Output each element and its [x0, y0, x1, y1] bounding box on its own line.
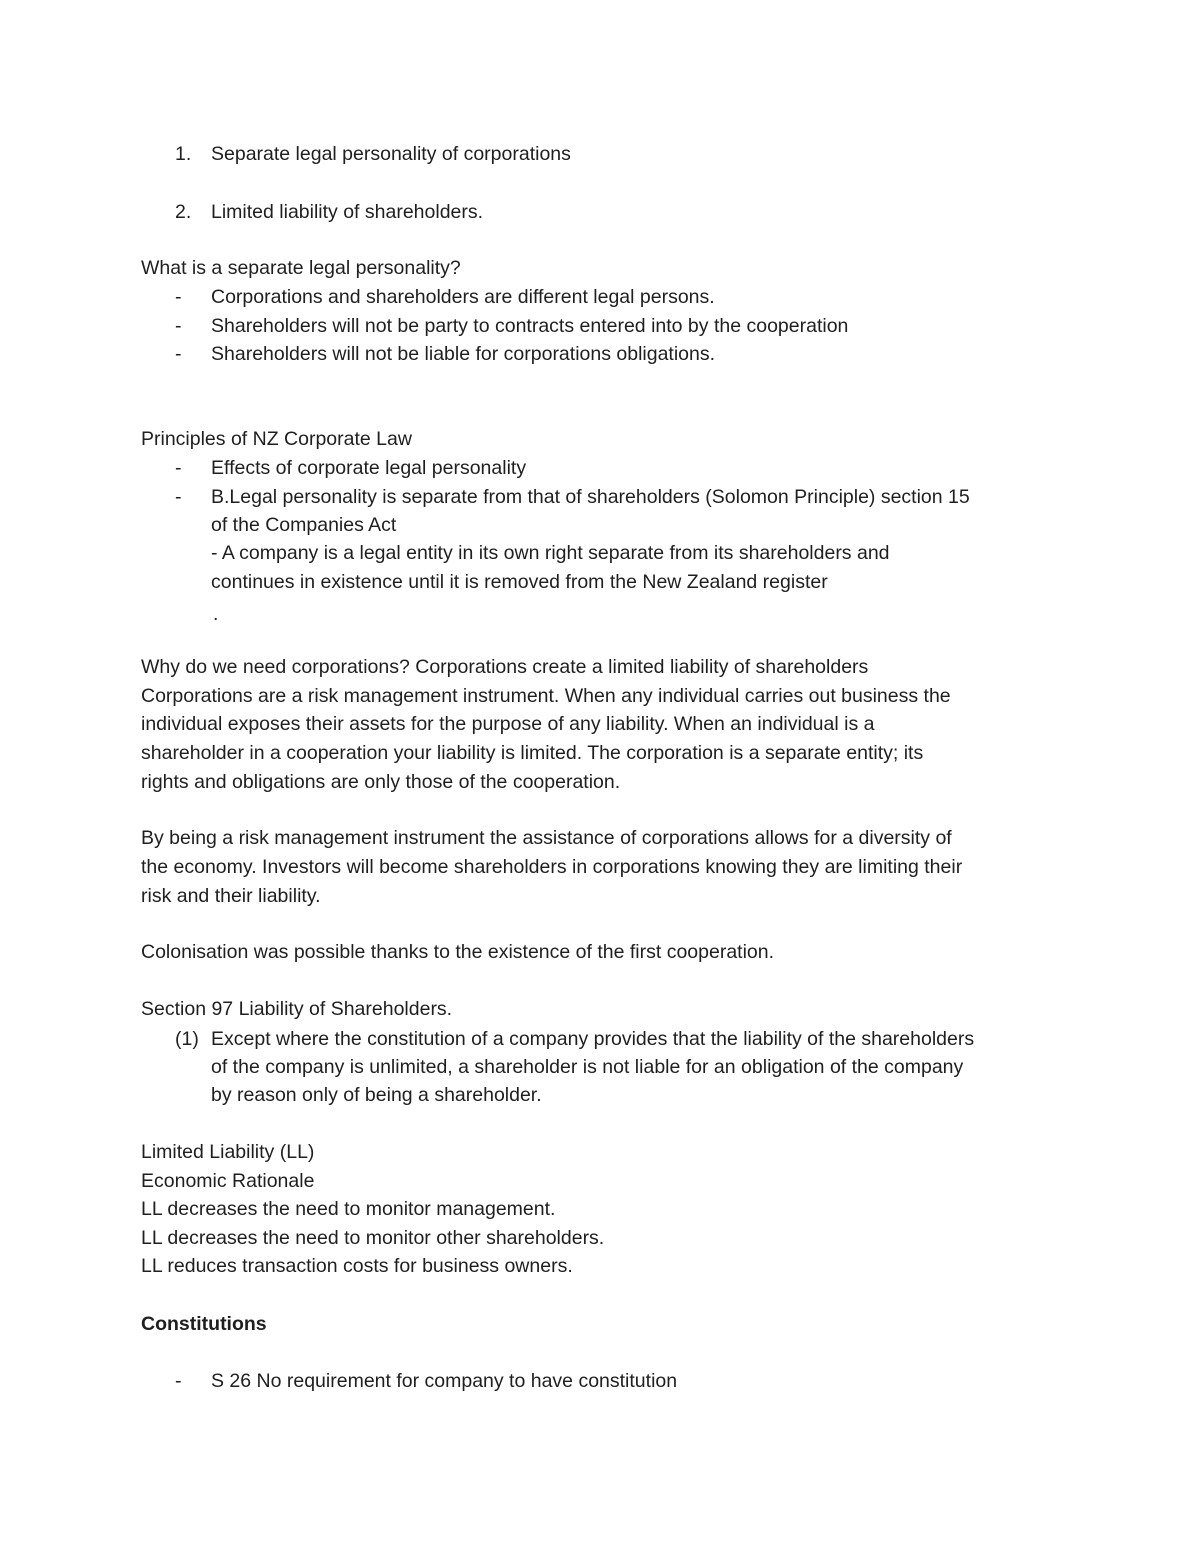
bullet-item-line: of the Companies Act: [211, 514, 397, 536]
bullet-dash: -: [175, 457, 182, 479]
paragraph-line: Corporations are a risk management instrument. When any individual carries out business the: [141, 685, 951, 707]
section-heading: Principles of NZ Corporate Law: [141, 428, 412, 450]
bullet-item-line: B.Legal personality is separate from that of shareholders (Solomon Principle) section 15: [211, 486, 970, 508]
list-item: Separate legal personality of corporations: [211, 143, 571, 165]
bullet-item: Shareholders will not be party to contracts entered into by the cooperation: [211, 315, 849, 337]
bullet-dash: -: [175, 286, 182, 308]
list-item: Limited liability of shareholders.: [211, 201, 484, 223]
list-number: 1.: [175, 143, 192, 165]
paragraph-line: LL decreases the need to monitor management.: [141, 1198, 556, 1220]
paragraph-line: rights and obligations are only those of the cooperation.: [141, 771, 621, 793]
paragraph-line: By being a risk management instrument the assistance of corporations allows for a diversity of: [141, 827, 952, 849]
subsection-line: by reason only of being a shareholder.: [211, 1084, 542, 1106]
paragraph-line: LL reduces transaction costs for business owners.: [141, 1255, 573, 1277]
bullet-dash: -: [175, 315, 182, 337]
subsection-number: (1): [175, 1028, 199, 1050]
bullet-item-line: - A company is a legal entity in its own right separate from its shareholders and: [211, 542, 890, 564]
bullet-item: S 26 No requirement for company to have constitution: [211, 1370, 678, 1392]
bullet-item-line: continues in existence until it is removed from the New Zealand register: [211, 571, 828, 593]
subsection-line: Except where the constitution of a company provides that the liability of the shareholders: [211, 1028, 975, 1050]
paragraph-line: Colonisation was possible thanks to the existence of the first cooperation.: [141, 941, 775, 963]
paragraph-line: Limited Liability (LL): [141, 1141, 315, 1163]
paragraph-line: the economy. Investors will become shareholders in corporations knowing they are limiting their: [141, 856, 963, 878]
paragraph-line: Why do we need corporations? Corporations create a limited liability of shareholders: [141, 656, 869, 678]
bullet-item-line: .: [213, 603, 219, 625]
section-heading: Section 97 Liability of Shareholders.: [141, 998, 453, 1020]
list-number: 2.: [175, 201, 192, 223]
paragraph-line: LL decreases the need to monitor other shareholders.: [141, 1227, 605, 1249]
bullet-dash: -: [175, 486, 182, 508]
bullet-item: Effects of corporate legal personality: [211, 457, 527, 479]
paragraph-line: Economic Rationale: [141, 1170, 315, 1192]
section-heading: What is a separate legal personality?: [141, 257, 461, 279]
section-heading-bold: Constitutions: [141, 1313, 267, 1335]
bullet-dash: -: [175, 343, 182, 365]
paragraph-line: risk and their liability.: [141, 885, 321, 907]
paragraph-line: individual exposes their assets for the purpose of any liability. When an individual is a: [141, 713, 875, 735]
paragraph-line: shareholder in a cooperation your liability is limited. The corporation is a separate entity; its: [141, 742, 924, 764]
bullet-item: Shareholders will not be liable for corporations obligations.: [211, 343, 716, 365]
bullet-dash: -: [175, 1370, 182, 1392]
subsection-line: of the company is unlimited, a shareholder is not liable for an obligation of the company: [211, 1056, 964, 1078]
bullet-item: Corporations and shareholders are different legal persons.: [211, 286, 715, 308]
